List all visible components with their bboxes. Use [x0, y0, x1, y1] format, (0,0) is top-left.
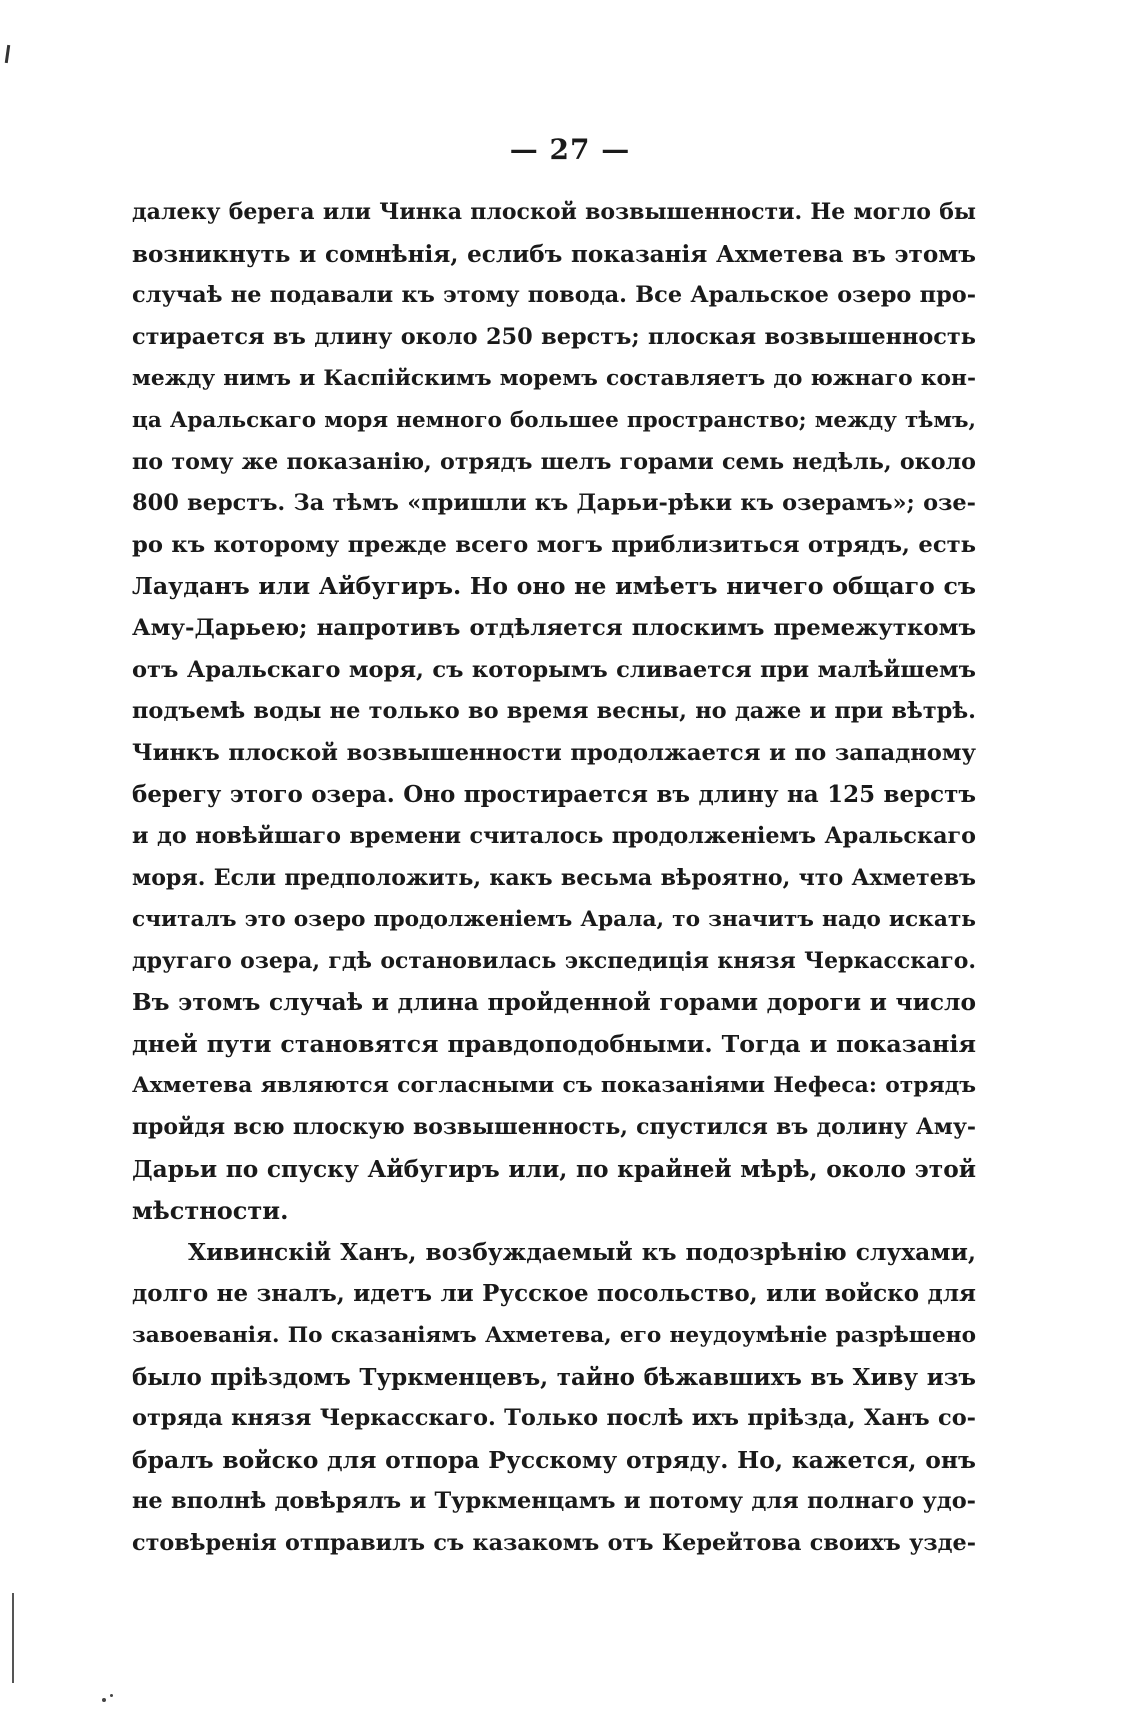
- text-line: было пріѣздомъ Туркменцевъ, тайно бѣжавшихъ въ Хиву изъ: [132, 1363, 976, 1391]
- text-line: ро къ которому прежде всего могъ приблизиться отрядъ, есть: [132, 531, 976, 558]
- ink-speck: [110, 1694, 113, 1697]
- margin-mark: [5, 45, 10, 63]
- text-line: стирается въ длину около 250 верстъ; плоская возвышенность: [132, 323, 976, 350]
- text-line: ца Аральскаго моря немного большее пространство; между тѣмъ,: [132, 407, 976, 433]
- text-line: отряда князя Черкасскаго. Только послѣ ихъ пріѣзда, Ханъ со-: [132, 1405, 976, 1432]
- text-line: Ахметева являются согласными съ показаніями Нефеса: отрядъ: [132, 1073, 976, 1099]
- page-number: — 27 —: [509, 133, 631, 166]
- text-line: и до новѣйшаго времени считалось продолженіемъ Аральскаго: [132, 822, 976, 849]
- text-line: завоеванія. По сказаніямъ Ахметева, его неудоумѣніе разрѣшено: [132, 1323, 976, 1349]
- text-line: Въ этомъ случаѣ и длина пройденной горами дороги и число: [132, 989, 976, 1017]
- text-line: долго не зналъ, идетъ ли Русское посольство, или войско для: [132, 1280, 976, 1308]
- text-line: моря. Если предположить, какъ весьма вѣроятно, что Ахметевъ: [132, 864, 976, 891]
- ink-speck: [102, 1698, 106, 1702]
- text-line: подъемѣ воды не только во время весны, но даже и при вѣтрѣ.: [132, 698, 976, 725]
- text-line: считалъ это озеро продолженіемъ Арала, то значитъ надо искать: [132, 907, 976, 933]
- text-line: 800 верстъ. За тѣмъ «пришли къ Дарьи-рѣки къ озерамъ»; озе-: [132, 490, 976, 517]
- text-line: случаѣ не подавали къ этому повода. Все Аральское озеро про-: [132, 282, 976, 309]
- text-line: пройдя всю плоскую возвышенность, спустился въ долину Аму-: [132, 1114, 976, 1141]
- margin-rule: [12, 1593, 14, 1683]
- paragraph-end-line: мѣстности.: [132, 1196, 289, 1226]
- text-line: возникнуть и сомнѣнія, еслибъ показанія Ахметева въ этомъ: [132, 240, 976, 268]
- text-line: Чинкъ плоской возвышенности продолжается и по западному: [132, 739, 976, 766]
- text-line: между нимъ и Каспійскимъ моремъ составляетъ до южнаго кон-: [132, 366, 976, 392]
- paragraph-start-line: Хивинскій Ханъ, возбуждаемый къ подозрѣнію слухами,: [188, 1237, 976, 1266]
- text-line: стовѣренія отправилъ съ казакомъ отъ Керейтова своихъ узде-: [132, 1530, 976, 1556]
- text-line: другаго озера, гдѣ остановилась экспедиція князя Черкасскаго.: [132, 947, 976, 974]
- text-line: Аму-Дарьею; напротивъ отдѣляется плоскимъ премежуткомъ: [132, 614, 976, 641]
- text-line: Лауданъ или Айбугиръ. Но оно не имѣетъ ничего общаго съ: [132, 572, 976, 601]
- text-line: не вполнѣ довѣрялъ и Туркменцамъ и потому для полнаго удо-: [132, 1488, 976, 1515]
- text-line: дней пути становятся правдоподобными. Тогда и показанія: [132, 1029, 976, 1058]
- text-line: по тому же показанію, отрядъ шелъ горами семь недѣль, около: [132, 448, 976, 475]
- body-text: [132, 192, 976, 1565]
- text-line: Дарьи по спуску Айбугиръ или, по крайней мѣрѣ, около этой: [132, 1155, 976, 1183]
- text-line: берегу этого озера. Оно простирается въ длину на 125 верстъ: [132, 781, 976, 809]
- text-line: бралъ войско для отпора Русскому отряду. Но, кажется, онъ: [132, 1445, 976, 1474]
- text-line: отъ Аральскаго моря, съ которымъ сливается при малѣйшемъ: [132, 656, 976, 683]
- text-line: далеку берега или Чинка плоской возвышенности. Не могло бы: [132, 199, 976, 225]
